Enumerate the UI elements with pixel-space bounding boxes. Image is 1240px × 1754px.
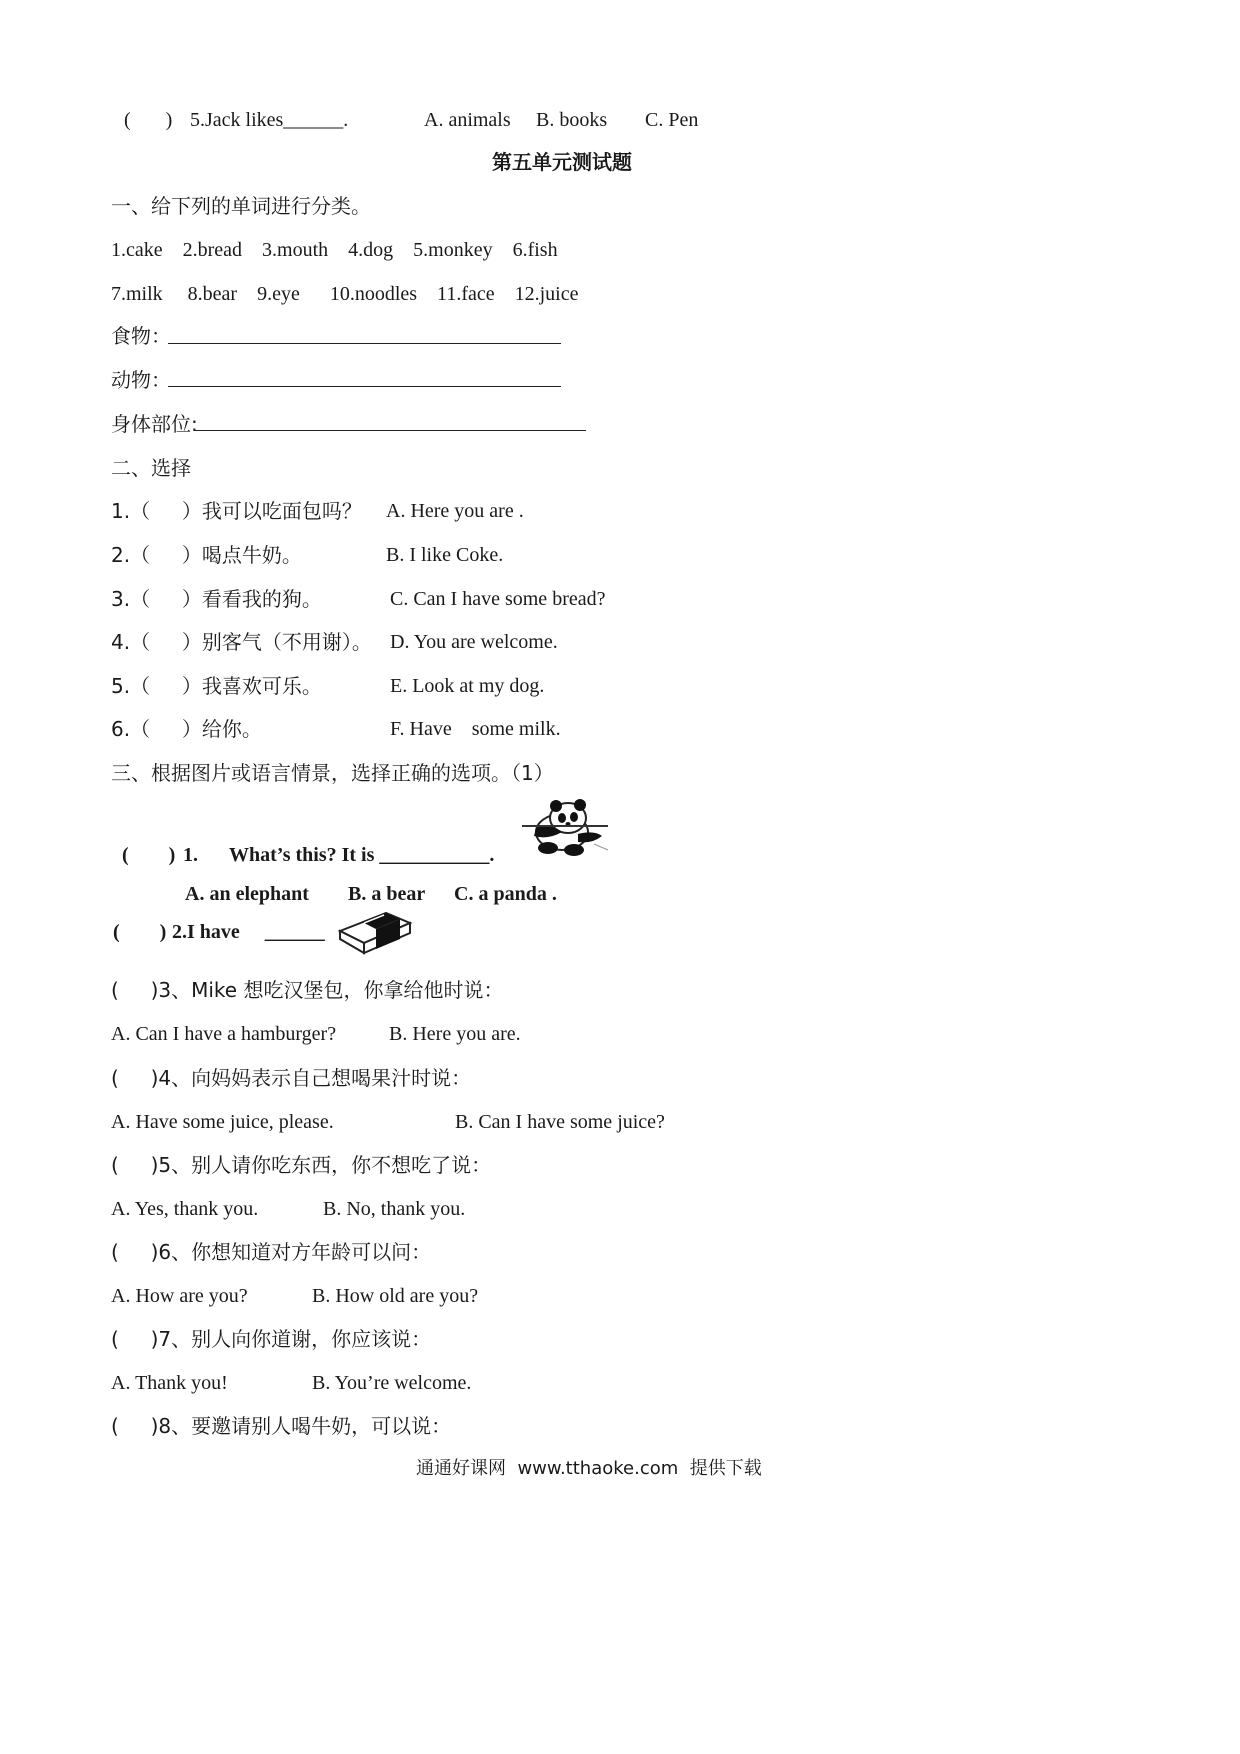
match-item-4: 4.（ ）别客气（不用谢）。 xyxy=(111,630,372,654)
top-option-c: C. Pen xyxy=(645,109,699,131)
situation-q8: ( )8、要邀请别人喝牛奶，可以说： xyxy=(111,1414,452,1438)
food-answer-line xyxy=(168,343,561,344)
match-item-2: 2.（ ）喝点牛奶。 xyxy=(111,543,302,567)
match-answer-a: A. Here you are . xyxy=(386,500,524,522)
words-row-2: 7.milk 8.bear 9.eye 10.noodles 11.face 12.juice xyxy=(111,283,579,305)
panda-icon xyxy=(518,796,610,858)
top-option-a: A. animals xyxy=(424,109,511,131)
situation-q6-option-a: A. How are you? xyxy=(111,1285,248,1307)
situation-q3-option-b: B. Here you are. xyxy=(389,1023,521,1045)
footer-credit: 通通好课网 www.tthaoke.com 提供下载 xyxy=(416,1458,762,1479)
situation-q5-option-b: B. No, thank you. xyxy=(323,1198,466,1220)
pic-q2-text: 2.I have ______ xyxy=(172,921,325,943)
situation-q5: ( )5、别人请你吃东西，你不想吃了说： xyxy=(111,1153,492,1177)
match-answer-c: C. Can I have some bread? xyxy=(390,588,606,610)
situation-q4-option-a: A. Have some juice, please. xyxy=(111,1111,334,1133)
situation-q7-option-b: B. You’re welcome. xyxy=(312,1372,472,1394)
situation-q3-option-a: A. Can I have a hamburger? xyxy=(111,1023,337,1045)
situation-q6: ( )6、你想知道对方年龄可以问： xyxy=(111,1240,432,1264)
top-option-b: B. books xyxy=(536,109,608,131)
pic-q2-paren: ( ) xyxy=(113,921,167,943)
pic-q1-text: What’s this? It is ___________. xyxy=(229,844,495,866)
pic-q1-option-a: A. an elephant xyxy=(185,883,309,905)
section1-heading: 一、给下列的单词进行分类。 xyxy=(111,194,371,218)
match-item-6: 6.（ ）给你。 xyxy=(111,717,262,741)
pic-q1-number: 1. xyxy=(183,844,198,866)
situation-q4-option-b: B. Can I have some juice? xyxy=(455,1111,665,1133)
top-question-text: 5.Jack likes______. xyxy=(190,109,349,131)
animal-answer-line xyxy=(168,386,561,387)
pic-q1-option-b: B. a bear xyxy=(348,883,426,905)
pic-q1-option-c: C. a panda . xyxy=(454,883,557,905)
situation-q5-option-a: A. Yes, thank you. xyxy=(111,1198,259,1220)
match-answer-b: B. I like Coke. xyxy=(386,544,504,566)
animal-label: 动物： xyxy=(111,368,171,392)
body-answer-line xyxy=(194,430,586,431)
section2-heading: 二、选择 xyxy=(111,456,191,480)
match-item-5: 5.（ ）我喜欢可乐。 xyxy=(111,674,322,698)
top-question-paren: ( ) xyxy=(124,109,173,131)
situation-q3: ( )3、Mike 想吃汉堡包，你拿给他时说： xyxy=(111,978,504,1002)
page-title: 第五单元测试题 xyxy=(492,150,632,174)
pic-q1-paren: ( ) xyxy=(122,844,176,866)
match-item-3: 3.（ ）看看我的狗。 xyxy=(111,587,322,611)
food-label: 食物： xyxy=(111,324,171,348)
eraser-icon xyxy=(334,903,414,955)
match-answer-e: E. Look at my dog. xyxy=(390,675,545,697)
body-label: 身体部位: xyxy=(111,412,198,436)
section3-heading: 三、根据图片或语言情景，选择正确的选项。（1） xyxy=(111,761,554,785)
match-answer-d: D. You are welcome. xyxy=(390,631,558,653)
situation-q6-option-b: B. How old are you? xyxy=(312,1285,479,1307)
words-row-1: 1.cake 2.bread 3.mouth 4.dog 5.monkey 6.fish xyxy=(111,239,558,261)
situation-q4: ( )4、向妈妈表示自己想喝果汁时说： xyxy=(111,1066,472,1090)
situation-q7-option-a: A. Thank you! xyxy=(111,1372,228,1394)
match-item-1: 1.（ ）我可以吃面包吗？ xyxy=(111,499,362,523)
situation-q7: ( )7、别人向你道谢，你应该说： xyxy=(111,1327,432,1351)
match-answer-f: F. Have some milk. xyxy=(390,718,561,740)
